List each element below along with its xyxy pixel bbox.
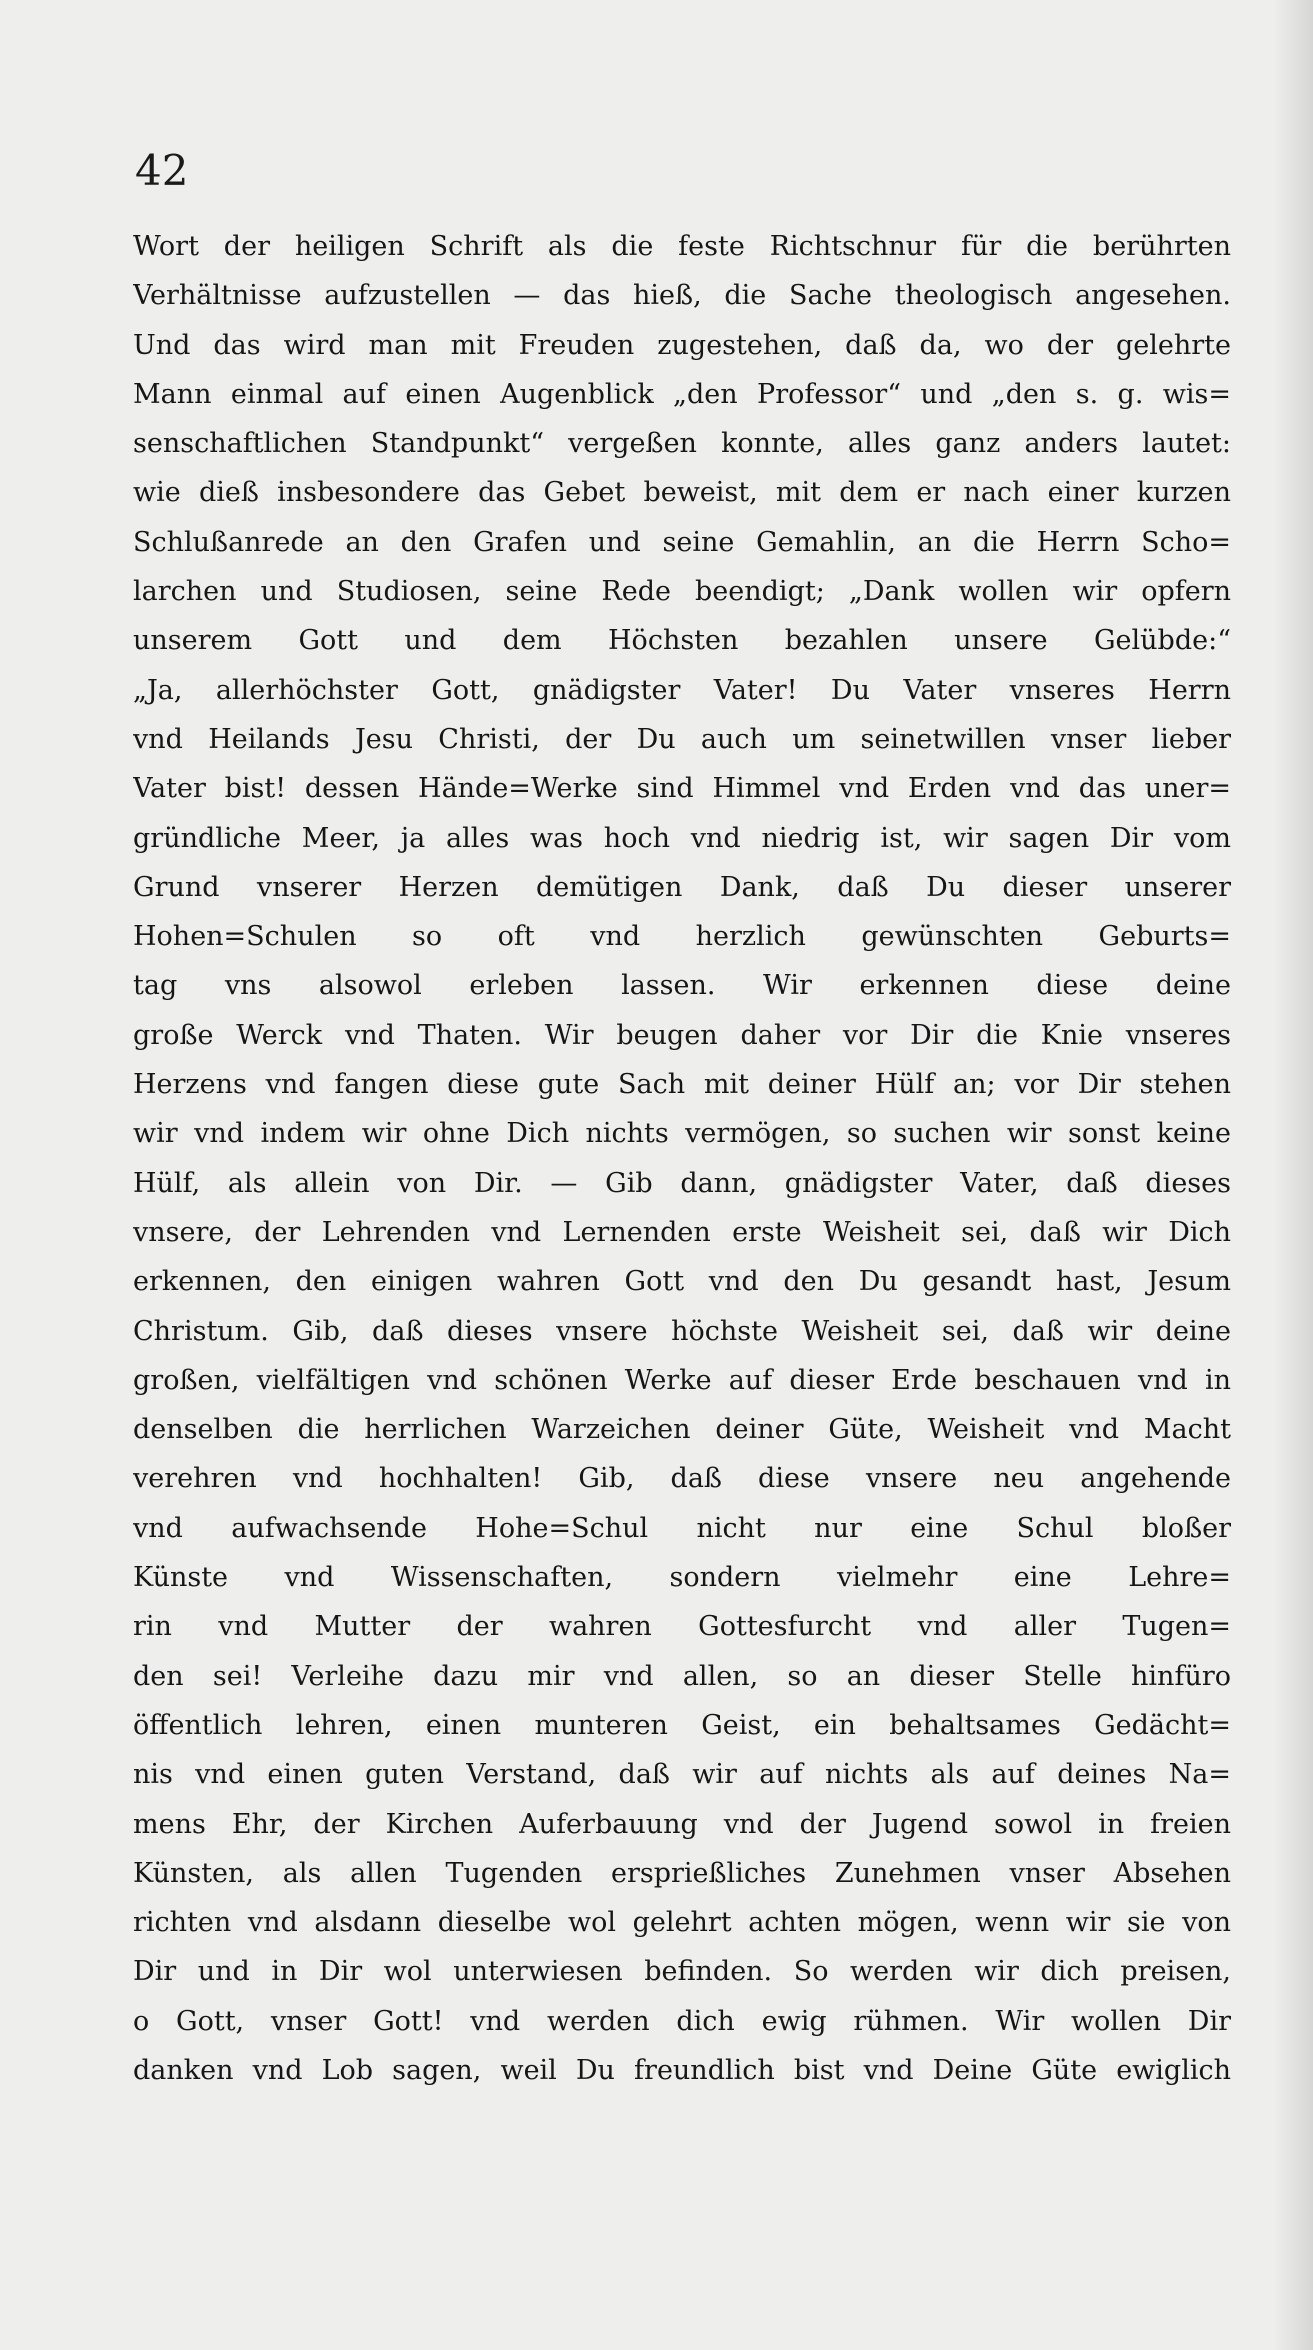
text-line: o Gott, vnser Gott! vnd werden dich ewig rühmen. Wir wollen Dir [133, 2005, 1231, 2037]
text-line: senschaftlichen Standpunkt“ vergeßen konnte, alles ganz anders lautet: [133, 428, 1231, 460]
text-line: großen, vielfältigen vnd schönen Werke auf dieser Erde beschauen vnd in [133, 1364, 1231, 1396]
text-line: danken vnd Lob sagen, weil Du freundlich bist vnd Deine Güte ewiglich [133, 2054, 1231, 2086]
text-line: Und das wird man mit Freuden zugestehen, daß da, wo der gelehrte [133, 329, 1231, 361]
text-line: große Werck vnd Thaten. Wir beugen daher vor Dir die Knie vnseres [133, 1019, 1231, 1051]
text-line: mens Ehr, der Kirchen Auferbauung vnd der Jugend sowol in freien [133, 1808, 1231, 1840]
text-line: Künsten, als allen Tugenden ersprießliches Zunehmen vnser Absehen [133, 1857, 1231, 1889]
text-line: Verhältnisse aufzustellen — das hieß, die Sache theologisch angesehen. [133, 280, 1231, 312]
text-line: Grund vnserer Herzen demütigen Dank, daß Du dieser unserer [133, 871, 1231, 903]
page-number: 42 [135, 146, 189, 195]
text-line: vnd Heilands Jesu Christi, der Du auch um seinetwillen vnser lieber [133, 723, 1231, 755]
text-line: Künste vnd Wissenschaften, sondern vielmehr eine Lehre= [133, 1562, 1231, 1594]
text-line: Hülf, als allein von Dir. — Gib dann, gnädigster Vater, daß dieses [133, 1167, 1231, 1199]
text-line: Wort der heiligen Schrift als die feste Richtschnur für die berührten [133, 231, 1231, 262]
text-line: wir vnd indem wir ohne Dich nichts vermögen, so suchen wir sonst keine [133, 1118, 1231, 1150]
text-line: Vater bist! dessen Hände=Werke sind Himmel vnd Erden vnd das uner= [133, 773, 1231, 805]
text-line: denselben die herrlichen Warzeichen deiner Güte, Weisheit vnd Macht [133, 1414, 1231, 1446]
text-line: „Ja, allerhöchster Gott, gnädigster Vater! Du Vater vnseres Herrn [133, 674, 1231, 706]
text-line: rin vnd Mutter der wahren Gottesfurcht vnd aller Tugen= [133, 1611, 1231, 1643]
text-line: richten vnd alsdann dieselbe wol gelehrt achten mögen, wenn wir sie von [133, 1907, 1231, 1939]
text-line: vnd aufwachsende Hohe=Schul nicht nur eine Schul bloßer [133, 1512, 1231, 1544]
text-line: Dir und in Dir wol unterwiesen befinden. So werden wir dich preisen, [133, 1956, 1231, 1988]
text-line: Christum. Gib, daß dieses vnsere höchste Weisheit sei, daß wir deine [133, 1315, 1231, 1347]
text-line: larchen und Studiosen, seine Rede beendigt; „Dank wollen wir opfern [133, 576, 1231, 608]
text-line: erkennen, den einigen wahren Gott vnd den Du gesandt hast, Jesum [133, 1266, 1231, 1298]
text-line: den sei! Verleihe dazu mir vnd allen, so an dieser Stelle hinfüro [133, 1660, 1231, 1692]
text-line: wie dieß insbesondere das Gebet beweist, mit dem er nach einer kurzen [133, 477, 1231, 509]
text-line: tag vns alsowol erleben lassen. Wir erkennen diese deine [133, 970, 1231, 1002]
text-line: Mann einmal auf einen Augenblick „den Professor“ und „den s. g. wis= [133, 378, 1231, 410]
text-line: vnsere, der Lehrenden vnd Lernenden erste Weisheit sei, daß wir Dich [133, 1216, 1231, 1248]
text-line: Herzens vnd fangen diese gute Sach mit deiner Hülf an; vor Dir stehen [133, 1069, 1231, 1101]
text-line: gründliche Meer, ja alles was hoch vnd niedrig ist, wir sagen Dir vom [133, 822, 1231, 854]
text-line: Hohen=Schulen so oft vnd herzlich gewünschten Geburts= [133, 921, 1231, 953]
body-text [133, 222, 1231, 2095]
text-line: nis vnd einen guten Verstand, daß wir auf nichts als auf deines Na= [133, 1759, 1231, 1791]
text-line: öffentlich lehren, einen munteren Geist, ein behaltsames Gedächt= [133, 1709, 1231, 1741]
text-line: unserem Gott und dem Höchsten bezahlen unsere Gelübde:“ [133, 625, 1231, 657]
text-line: Schlußanrede an den Grafen und seine Gemahlin, an die Herrn Scho= [133, 526, 1231, 558]
text-line: verehren vnd hochhalten! Gib, daß diese vnsere neu angehende [133, 1463, 1231, 1495]
